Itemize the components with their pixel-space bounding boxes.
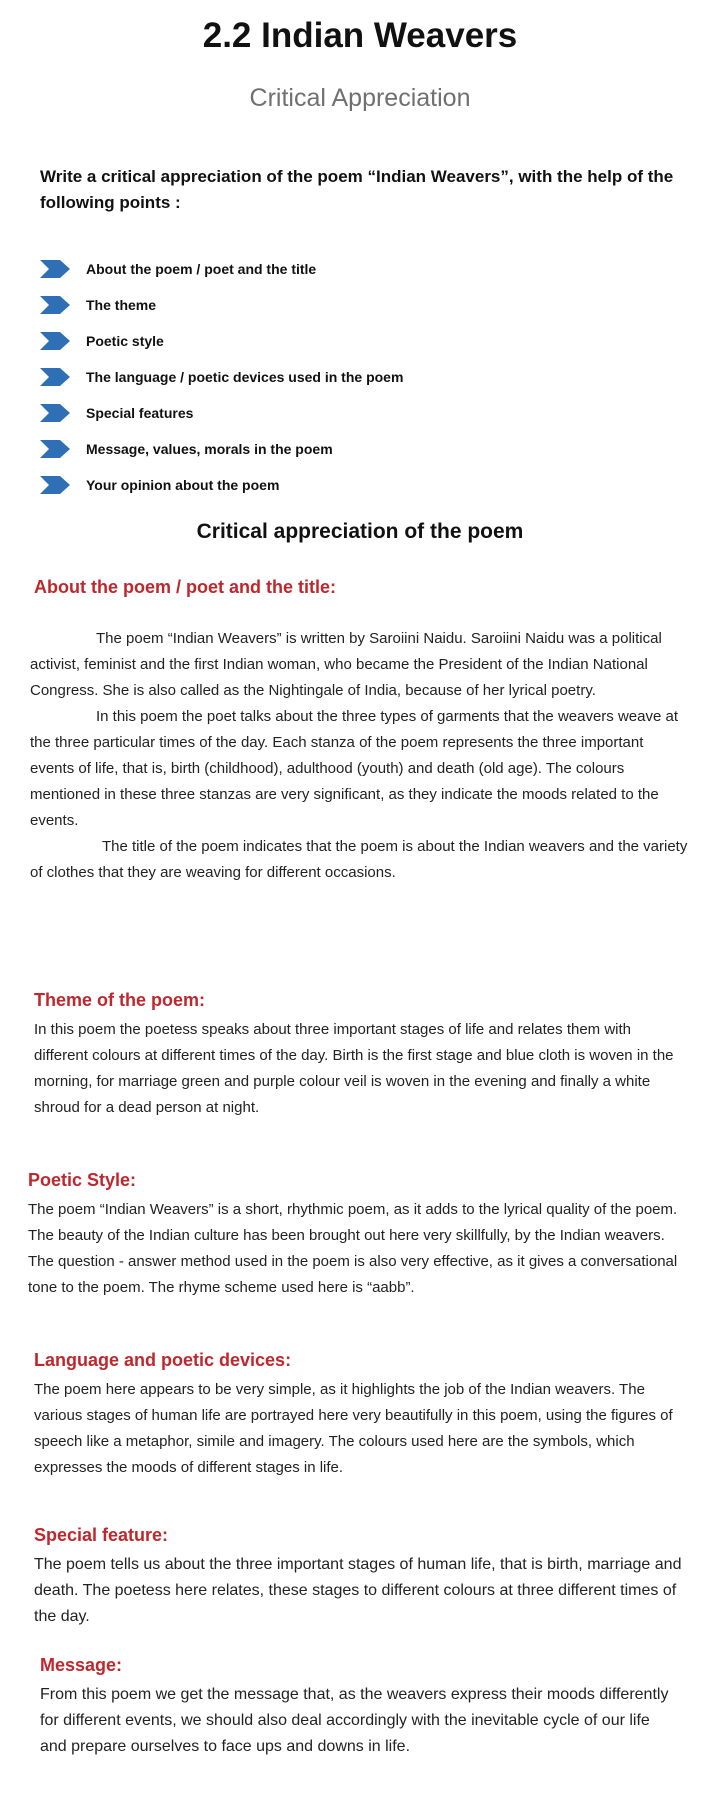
chevron-right-icon	[40, 404, 70, 422]
list-item	[40, 287, 680, 323]
chevron-right-icon	[40, 296, 70, 314]
list-item	[40, 359, 680, 395]
language-heading: Language and poetic devices:	[34, 1350, 292, 1370]
points-list	[40, 251, 680, 503]
theme-heading: Theme of the poem:	[34, 990, 206, 1010]
special-text: The poem tells us about the three important stages of human life, that is birth, marriage and death. The poetess here relates, these stages to different colours at three different times of the day.	[34, 1556, 682, 1625]
language-text: The poem here appears to be very simple, as it highlights the job of the Indian weavers. The various stages of human life are portrayed here very beautifully in this poem, using the figures of speech like a metaphor, simile and imagery. The colours used here are the symbols, which expresses the moods of different stages in life.	[34, 1381, 673, 1476]
chevron-right-icon	[40, 368, 70, 386]
message-text: From this poem we get the message that, as the weavers express their moods differently for different events, we should also deal accordingly with the inevitable cycle of our life and prepare ourselves to face ups and downs in life.	[40, 1686, 669, 1755]
about-paragraph-2: In this poem the poet talks about the three types of garments that the weavers weave at the three particular times of the day. Each stanza of the poem represents the three important events of life, that is, birth (childhood), adulthood (youth) and death (old age). The colours mentioned in these three stanzas are very significant, as they indicate the moods related to the events.	[30, 708, 679, 829]
theme-text: In this poem the poetess speaks about three important stages of life and relates them with different colours at different times of the day. Birth is the first stage and blue cloth is woven in the morning, for marriage green and purple colour veil is woven in the evening and finally a white shroud for a dead person at night.	[34, 1021, 674, 1116]
chevron-right-icon	[40, 260, 70, 278]
instruction-text: Write a critical appreciation of the poem “Indian Weavers”, with the help of the following points :	[40, 167, 674, 212]
special-heading: Special feature:	[34, 1525, 169, 1545]
page-subtitle: Critical Appreciation	[249, 84, 471, 112]
point-label: About the poem / poet and the title	[86, 261, 317, 277]
style-heading: Poetic Style:	[28, 1170, 137, 1190]
point-label: Special features	[86, 405, 194, 421]
page-title: 2.2 Indian Weavers	[202, 16, 518, 55]
list-item	[40, 323, 680, 359]
message-heading: Message:	[40, 1655, 123, 1675]
style-text: The poem “Indian Weavers” is a short, rhythmic poem, as it adds to the lyrical quality of the poem. The beauty of the Indian culture has been brought out here very skillfully, by the Indian weavers. The question - answer method used in the poem is also very effective, as it gives a conversational tone to the poem. The rhyme scheme used here is “aabb”.	[28, 1201, 678, 1296]
chevron-right-icon	[40, 440, 70, 458]
section-heading: Critical appreciation of the poem	[196, 520, 524, 543]
point-label: Message, values, morals in the poem	[86, 441, 333, 457]
chevron-right-icon	[40, 332, 70, 350]
about-heading: About the poem / poet and the title:	[34, 577, 336, 597]
list-item	[40, 251, 680, 287]
about-paragraph-1: The poem “Indian Weavers” is written by Saroiini Naidu. Saroiini Naidu was a political activist, feminist and the first Indian woman, who became the President of the Indian National Congress. She is also called as the Nightingale of India, because of her lyrical poetry.	[30, 630, 662, 699]
point-label: Your opinion about the poem	[86, 477, 280, 493]
point-label: Poetic style	[86, 333, 164, 349]
list-item	[40, 395, 680, 431]
about-paragraph-3: The title of the poem indicates that the poem is about the Indian weavers and the variety of clothes that they are weaving for different occasions.	[30, 838, 688, 881]
chevron-right-icon	[40, 476, 70, 494]
about-section	[30, 626, 690, 886]
point-label: The theme	[86, 297, 157, 313]
point-label: The language / poetic devices used in the poem	[86, 369, 404, 385]
list-item	[40, 431, 680, 467]
list-item	[40, 467, 680, 503]
